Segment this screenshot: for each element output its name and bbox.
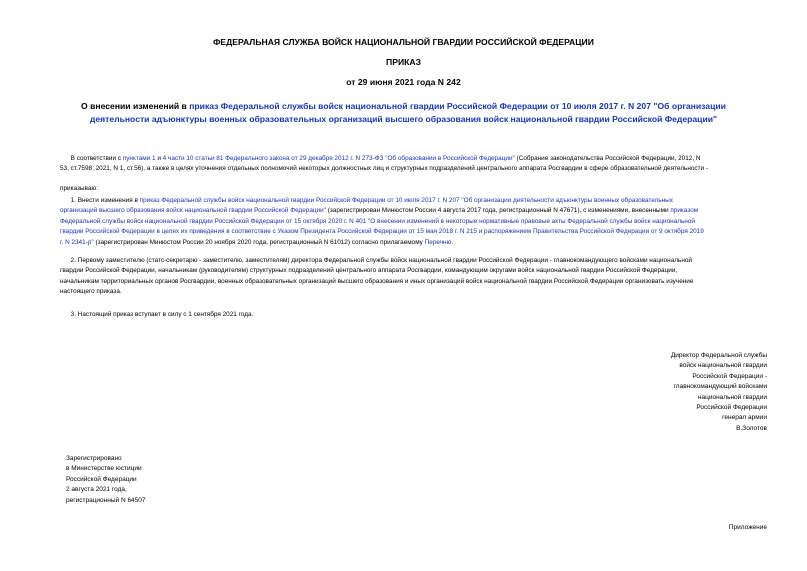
item1-link-order-401-line3[interactable]: Федеральной службы войск национальной гвардии Российской Федерации от 15 октября 2020 г. N 401 "О внесении изменений в некоторые нормативные правовые акты Федеральной службы войск национальной — [60, 217, 695, 225]
signature-name: В.Золотов — [736, 424, 767, 432]
doc-type-heading: ПРИКАЗ — [386, 57, 421, 67]
signature-line: Российской Федерации — [696, 404, 767, 412]
signature-line: национальной гвардии — [697, 393, 767, 401]
annex-label: Приложение — [728, 524, 767, 531]
intro-line-2: 53, ст.7598; 2021, N 1, ст.56), а также в целях уточнения отдельных полномочий некоторых должностных лиц и структурных подразделений центрального аппарата Росгвардии в сфере образовательной деятельности - — [60, 165, 709, 173]
registration-line: 2 августа 2021 года, — [66, 486, 127, 494]
registration-block — [66, 454, 266, 506]
agency-heading: ФЕДЕРАЛЬНАЯ СЛУЖБА ВОЙСК НАЦИОНАЛЬНОЙ ГВАРДИИ РОССИЙСКОЙ ФЕДЕРАЦИИ — [213, 37, 594, 47]
item1-text-c: (зарегистрирован Минюстом России 20 ноября 2020 года, регистрационный N 61012) согласно прилагаемому — [93, 238, 425, 246]
registration-number: регистрационный N 64507 — [66, 496, 146, 504]
intro-text-a: В соответствии с — [70, 155, 123, 162]
item1-link-order-401-line5[interactable]: г. N 2341-р" — [60, 238, 94, 246]
title-prefix: О внесении изменений в — [81, 101, 190, 111]
intro-text-c: (Собрание законодательства Российской Федерации, 2012, N — [514, 155, 701, 162]
item1-text-d: . — [451, 238, 454, 246]
item2-line-3: начальникам территориальных органов Росгвардии, военных образовательных организаций высшего образования и иных организаций войск национальной гвардии Российской Федерации организовать изучение — [60, 277, 694, 285]
signature-line: главнокомандующий войсками — [673, 383, 767, 391]
signature-line: Директор Федеральной службы — [670, 352, 767, 359]
item1-link-annex-list[interactable]: Перечню — [424, 238, 452, 246]
document-title — [50, 100, 757, 126]
intro-link-points-1[interactable]: пунктами 1 — [122, 155, 156, 162]
item2-line-2: гвардии Российской Федерации, начальникам (руководителям) структурных подразделений центрального аппарата Росгвардии, командующим округами войск национальной гвардии Российской Федерации, — [60, 267, 678, 275]
date-number-heading: от 29 июня 2021 года N 242 — [346, 77, 461, 87]
item1-text-a: 1. Внести изменения в — [70, 197, 140, 204]
item1-link-order-401-line4[interactable]: гвардии Российской Федерации в целях их приведения в соответствие с Указом Президента Российской Федерации от 15 мая 2018 г. N 215 и распоряжением Правительства Российской Федерации от 9 октября 2019 — [60, 228, 704, 236]
intro-text-b: и — [155, 155, 163, 162]
registration-line: Зарегистрировано — [66, 455, 122, 462]
intro-link-federal-law-273[interactable]: 4 части 10 статьи 81 Федерального закона от 29 декабря 2012 г. N 273-ФЗ "Об образовании в Российской Федерации" — [162, 155, 515, 162]
item1-link-order-401[interactable]: приказом — [670, 207, 699, 215]
item-2-paragraph — [60, 256, 770, 298]
item3-text: 3. Настоящий приказ вступает в силу с 1 сентября 2021 года. — [70, 311, 254, 318]
signature-line: Российской Федерации - — [692, 372, 767, 380]
title-link-order-207[interactable]: приказ Федеральной службы войск национальной гвардии Российской Федерации от 10 июля 2017 г. N 207 "Об организации — [189, 101, 726, 111]
item-1-paragraph — [60, 196, 770, 248]
item2-line-1: 2. Первому заместителю (статс-секретарю - заместителю, заместителям) директора Федеральной службы войск национальной гвардии Российской Федерации - главнокомандующего войсками национальной — [70, 257, 692, 264]
registration-line: в Министерстве юстиции — [66, 465, 142, 473]
item1-text-b: (зарегистрирован Минюстом России 4 августа 2017 года, регистрационный N 47671), с изменениями, внесенными — [325, 207, 671, 215]
title-link-order-207-cont[interactable]: деятельности адъюнктуры военных образовательных организаций высшего образования войск национальной гвардии Российской Федерации" — [89, 114, 718, 124]
intro-paragraph — [60, 154, 770, 175]
item1-link-order-207-cont[interactable]: организаций высшего образования войск национальной гвардии Российской Федерации" — [60, 207, 326, 215]
item-3-paragraph — [60, 310, 770, 320]
item1-link-order-207[interactable]: приказ Федеральной службы войск национальной гвардии Российской Федерации от 10 июля 2017 г. N 207 "Об организации деятельности адъюнктуры военных образовательных — [139, 197, 673, 204]
signature-block — [567, 351, 767, 434]
signature-line: генерал армии — [722, 414, 767, 422]
signature-line: войск национальной гвардии — [679, 362, 767, 370]
registration-line: Российской Федерации — [66, 475, 137, 483]
orders-label: приказываю: — [60, 185, 98, 192]
item2-line-4: настоящего приказа. — [60, 288, 122, 296]
